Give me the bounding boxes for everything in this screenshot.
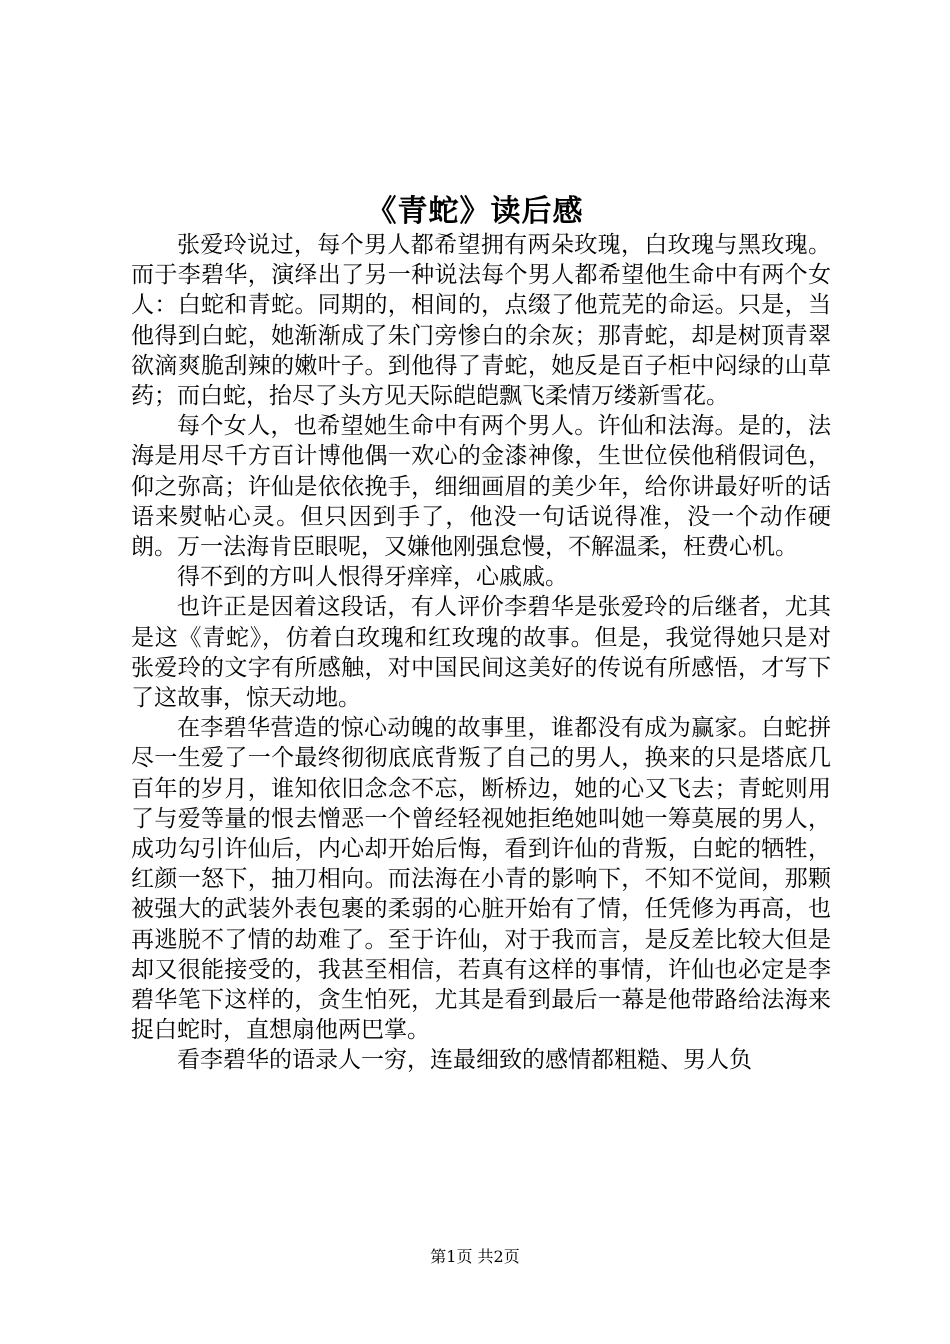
paragraph: 看李碧华的语录人一穷，连最细致的感情都粗糙、男人负 (177, 1047, 752, 1074)
document-body (131, 230, 831, 1076)
document-title: 《青蛇》读后感 (366, 194, 584, 229)
paragraph: 得不到的方叫人恨得牙痒痒，心戚戚。 (177, 564, 568, 591)
paragraph: 也许正是因着这段话，有人评价李碧华是张爱玲的后继者，尤其是这《青蛇》，仿着白玫瑰和红玫瑰的故事。但是，我觉得她只是对张爱玲的文字有所感触，对中国民间这美好的传说有所感悟，才写下了这故事，惊天动地。 (131, 594, 831, 712)
paragraph: 张爱玲说过，每个男人都希望拥有两朵玫瑰，白玫瑰与黑玫瑰。而于李碧华，演绎出了另一种说法每个男人都希望他生命中有两个女人：白蛇和青蛇。同期的，相间的，点缀了他荒芜的命运。只是，当他得到白蛇，她渐渐成了朱门旁惨白的余灰；那青蛇，却是树顶青翠欲滴爽脆刮辣的嫩叶子。到他得了青蛇，她反是百子柜中闷绿的山草药；而白蛇，抬尽了头方见天际皑皑飘飞柔情万缕新雪花。 (131, 232, 831, 410)
paragraph: 每个女人，也希望她生命中有两个男人。许仙和法海。是的，法海是用尽千方百计博他偶一欢心的金漆神像，生世位侯他稍假词色，仰之弥高；许仙是依依挽手，细细画眉的美少年，给你讲最好听的话语来熨帖心灵。但只因到手了，他没一句话说得准，没一个动作硬朗。万一法海肯臣眼呢，又嫌他刚强怠慢，不解温柔，枉费心机。 (131, 413, 831, 561)
page-footer: 第1页 共2页 (430, 1247, 520, 1266)
paragraph: 在李碧华营造的惊心动魄的故事里，谁都没有成为赢家。白蛇拼尽一生爱了一个最终彻彻底底背叛了自己的男人，换来的只是塔底几百年的岁月，谁知依旧念念不忘，断桥边，她的心又飞去；青蛇则用了与爱等量的恨去憎恶一个曾经轻视她拒绝她叫她一筹莫展的男人，成功勾引许仙后，内心却开始后悔，看到许仙的背叛，白蛇的牺牲，红颜一怒下，抽刀相向。而法海在小青的影响下，不知不觉间，那颗被强大的武装外表包裹的柔弱的心脏开始有了情，任凭修为再高，也再逃脱不了情的劫难了。至于许仙，对于我而言，是反差比较大但是却又很能接受的，我甚至相信，若真有这样的事情，许仙也必定是李碧华笔下这样的，贪生怕死，尤其是看到最后一幕是他带路给法海来捉白蛇时，直想扇他两巴掌。 (131, 715, 831, 1044)
